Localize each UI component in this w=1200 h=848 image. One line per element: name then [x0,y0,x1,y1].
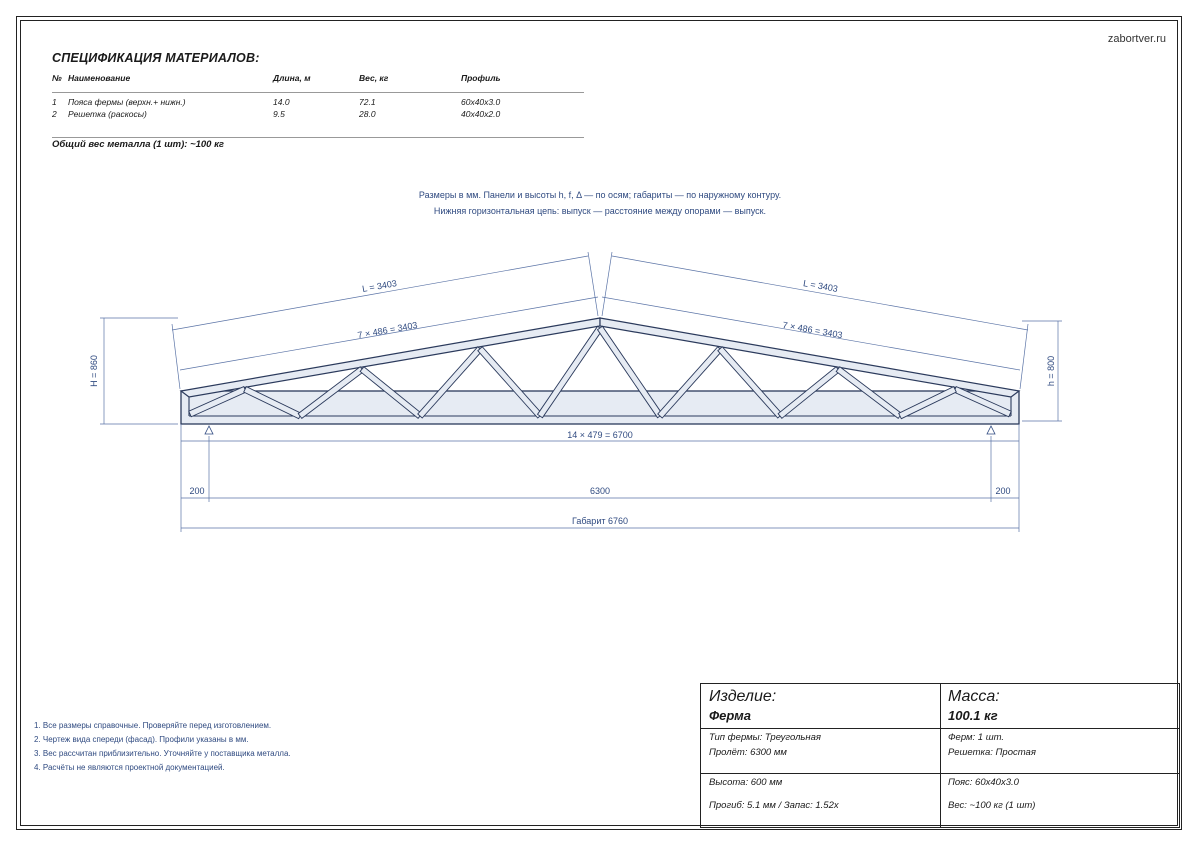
dim-right-slope: L = 3403 [802,278,839,295]
tb-product-label: Изделие: [709,688,777,705]
note-item: 2. Чертеж вида спереди (фасад). Профили указаны в мм. [34,735,249,744]
ext-line [588,252,598,316]
drawing-notes [34,719,291,775]
row-name: Решетка (раскосы) [68,109,147,119]
row-profile: 60х40х3.0 [461,97,501,107]
dim-right-panels: 7 × 486 = 3403 [781,319,844,341]
dim-left-slope: L = 3403 [361,278,398,295]
row-weight: 72.1 [359,97,376,107]
dim-height-left: H = 860 [89,355,99,387]
row-length: 9.5 [273,109,285,119]
tb-span: Пролёт: 6300 мм [709,747,787,758]
dim-height-right: h = 800 [1046,355,1056,387]
dim-overall: Габарит 6760 [571,516,629,526]
note-item: 1. Все размеры справочные. Проверяйте перед изготовлением. [34,721,272,730]
dim-left-panels: 7 × 486 = 3403 [356,319,419,341]
tb-deflection: Прогиб: 5.1 мм / Запас: 1.52x [709,800,839,811]
row-weight: 28.0 [359,109,376,119]
spec-total: Общий вес металла (1 шт): ~100 кг [52,139,224,150]
note-item: 4. Расчёты не являются проектной документацией. [34,763,225,772]
row-name: Пояса фермы (верхн.+ нижн.) [68,97,186,107]
tb-type: Тип фермы: Треугольная [709,732,822,743]
spec-header-profile: Профиль [461,73,501,83]
ext-line [1020,324,1028,389]
dim-bottom-panels: 14 × 479 = 6700 [567,430,633,440]
row-num: 1 [52,97,57,107]
tb-weight: Вес: ~100 кг (1 шт) [948,800,1036,811]
spec-header-weight: Вес, кг [359,73,389,83]
tb-count: Ферм: 1 шт. [948,732,1005,743]
dim-overhang-left: 200 [189,486,205,496]
tb-chord: Пояс: 60х40х3.0 [948,777,1019,788]
row-num: 2 [52,109,57,119]
ext-line [602,252,612,316]
title-block [700,683,1180,828]
spec-header-name: Наименование [68,73,131,83]
row-length: 14.0 [273,97,290,107]
ext-line [172,324,180,389]
dim-line-left-slope [172,256,588,330]
support-left-icon [205,426,213,434]
spec-title: СПЕЦИФИКАЦИЯ МАТЕРИАЛОВ: [52,51,260,65]
dim-line-right-slope [612,256,1028,330]
dim-span: 6300 [589,486,611,496]
tb-height: Высота: 600 мм [709,777,783,788]
support-right-icon [987,426,995,434]
tb-mass: 100.1 кг [948,708,998,723]
spec-header-num: № [52,73,62,83]
dim-overhang-right: 200 [995,486,1011,496]
site-label: zabortver.ru [1107,33,1166,45]
tb-lattice: Решетка: Простая [948,747,1036,758]
row-profile: 40х40х2.0 [461,109,501,119]
drawing-note-1: Размеры в мм. Панели и высоты h, f, Δ — по осям; габариты — по наружному контуру. [418,190,782,200]
tb-mass-label: Масса: [948,688,1000,705]
note-item: 3. Вес рассчитан приблизительно. Уточняйте у поставщика металла. [34,749,291,758]
truss [181,318,1019,424]
tb-product: Ферма [709,708,751,723]
drawing-note-2: Нижняя горизонтальная цепь: выпуск — расстояние между опорами — выпуск. [433,206,767,216]
spec-header-length: Длина, м [273,73,311,83]
